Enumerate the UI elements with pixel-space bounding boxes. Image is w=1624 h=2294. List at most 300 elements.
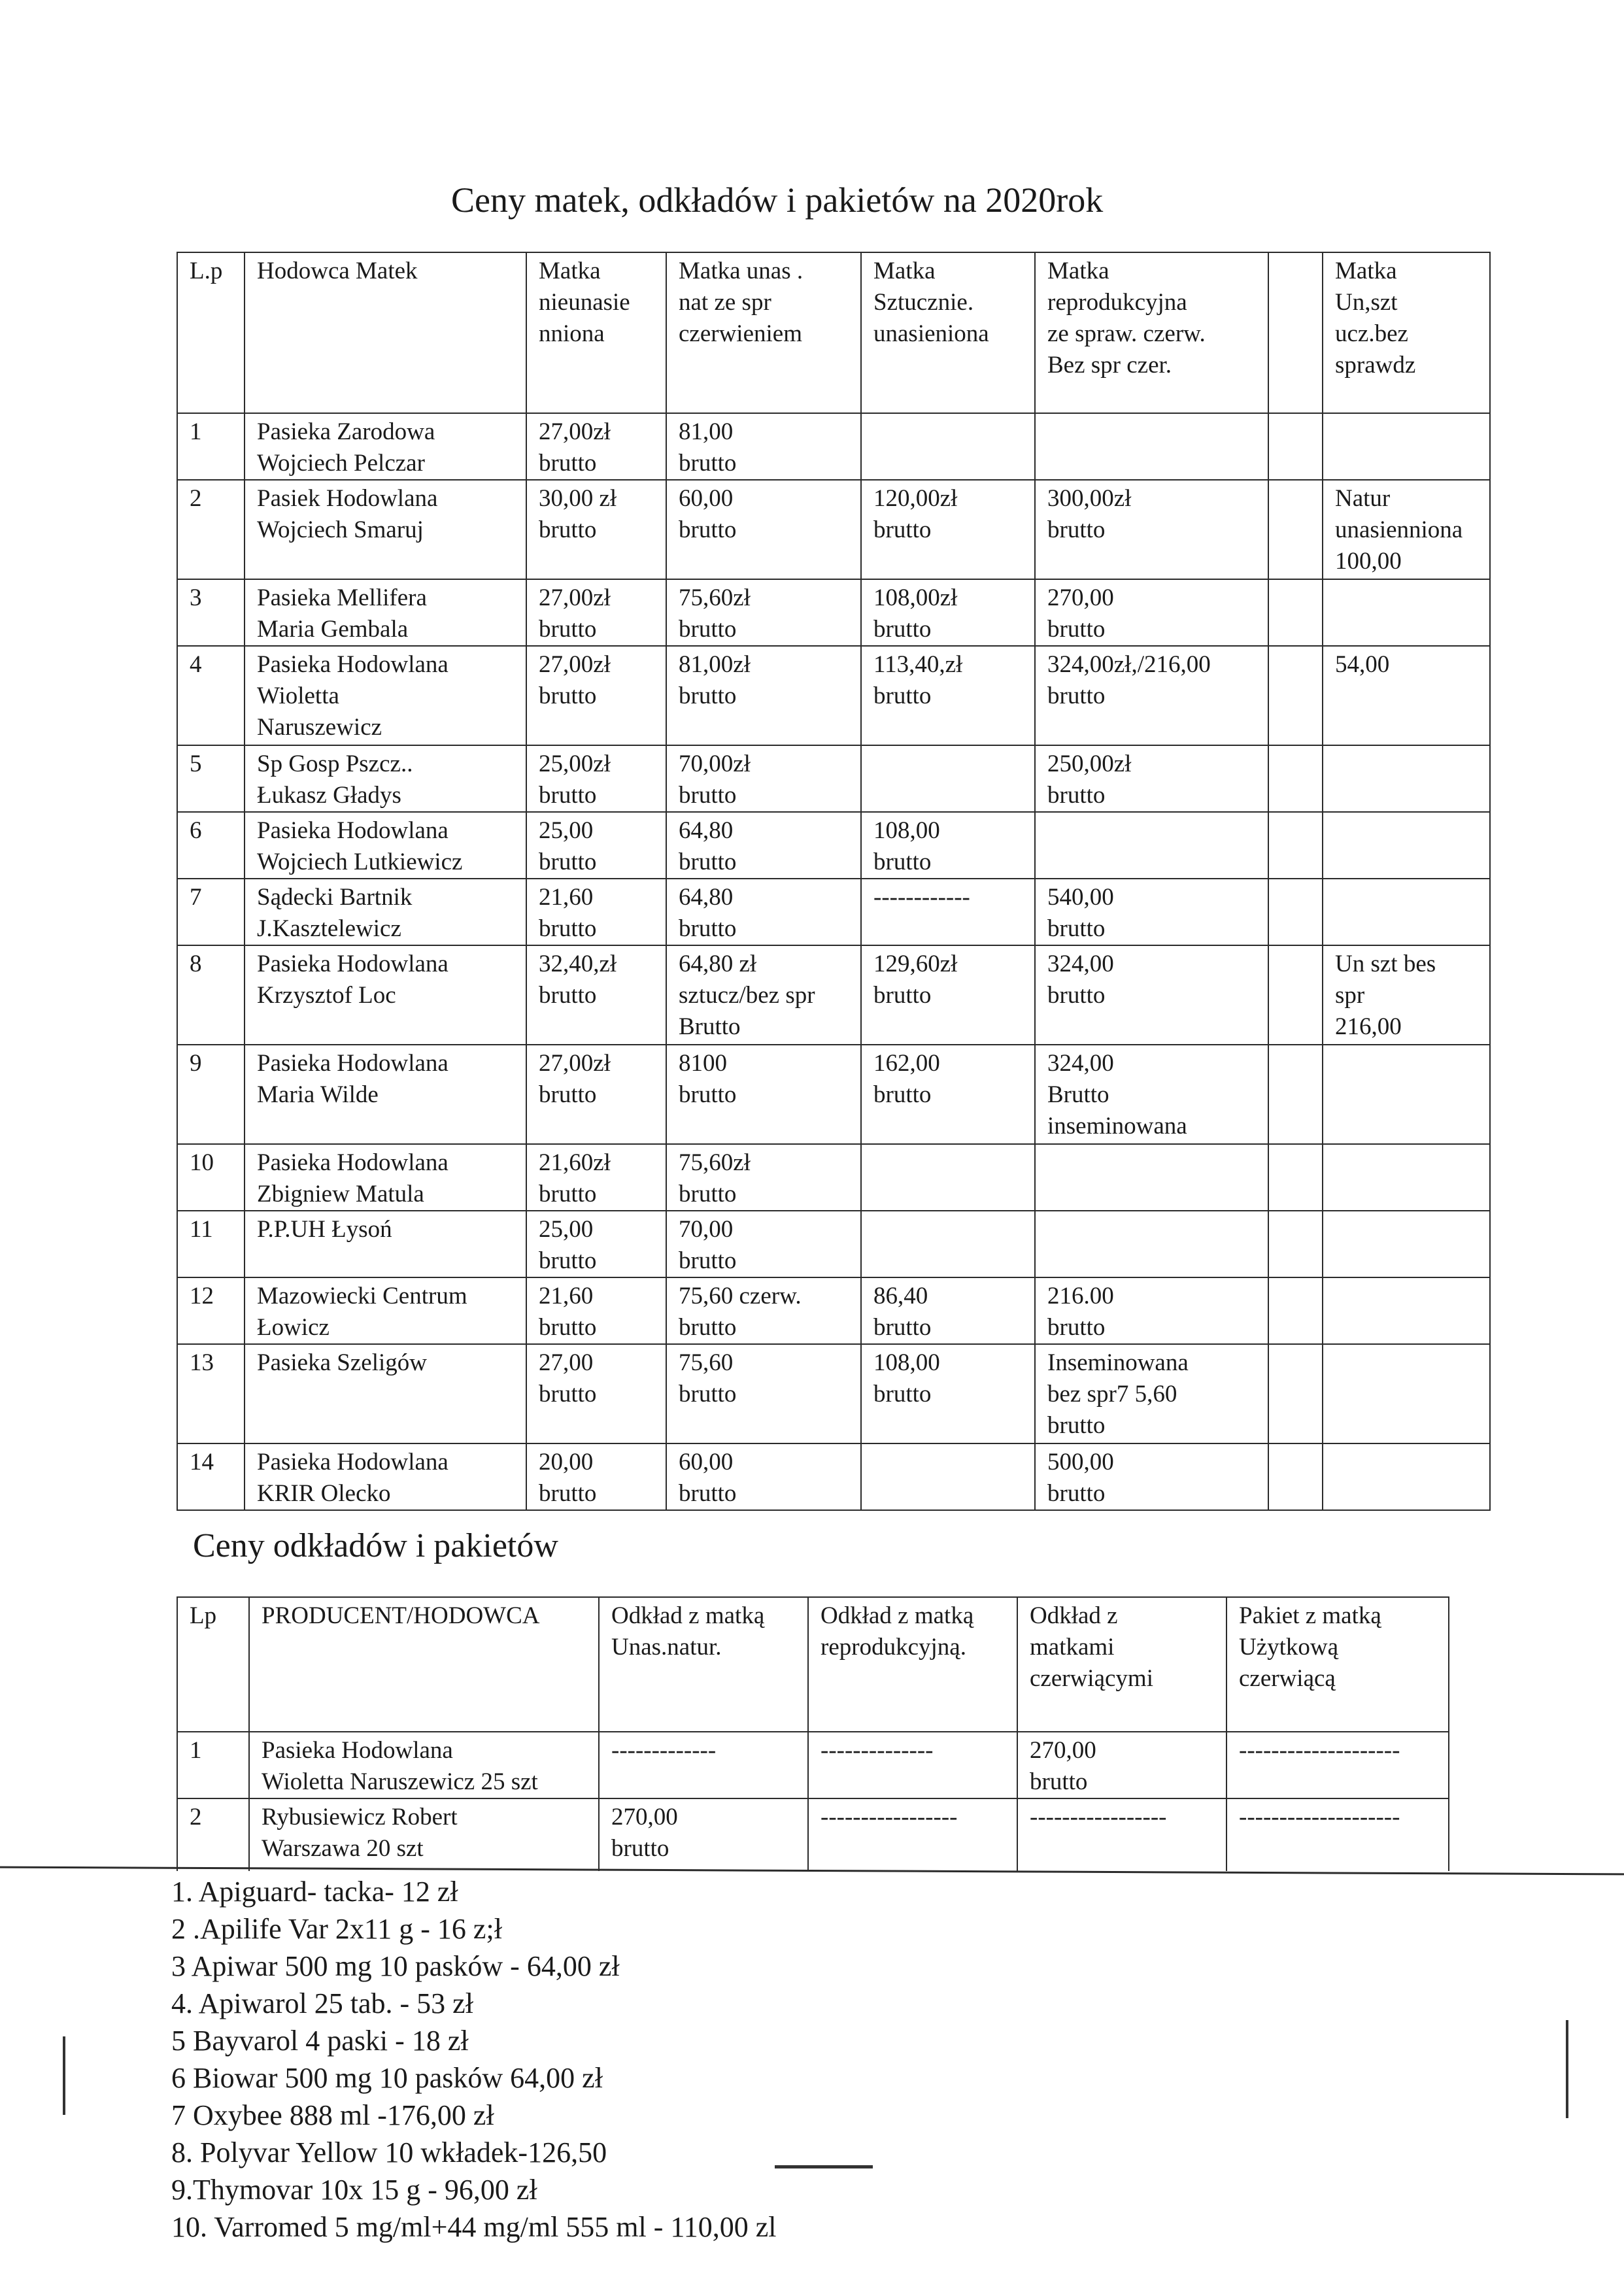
table-cell [526, 879, 666, 945]
cell-line: 25,00 [539, 817, 594, 844]
cell-line: czerwiącą [1239, 1665, 1336, 1692]
cell-line: Sp Gosp Pszcz.. [257, 751, 413, 777]
cell-line: brutto [1047, 915, 1106, 942]
table-cell [808, 1798, 1017, 1874]
cell-line: 108,00 [873, 1349, 940, 1376]
table-cell [1035, 579, 1268, 646]
cell-line: 6 [190, 817, 202, 844]
table-cell [1268, 1211, 1323, 1277]
margin-mark-right [1566, 2020, 1568, 2118]
cell-line: sztucz/bez spr [679, 982, 815, 1009]
table-cell [177, 745, 245, 812]
table-cell [861, 945, 1035, 1045]
cell-line: 70,00 [679, 1216, 734, 1243]
cell-line: brutto [679, 1480, 737, 1507]
cell-line: Pasieka Zarodowa [257, 418, 435, 445]
table-cell [245, 579, 526, 646]
cell-line: 100,00 [1335, 548, 1402, 575]
cell-line: ----------------- [820, 1804, 958, 1830]
cell-line: brutto [539, 1181, 597, 1207]
cell-line: brutto [539, 849, 597, 875]
table-cell [177, 1211, 245, 1277]
table-cell [666, 745, 861, 812]
cell-line: 27,00zł [539, 418, 611, 445]
cell-line: Wojciech Lutkiewicz [257, 849, 463, 875]
cell-line: KRIR Olecko [257, 1480, 391, 1507]
cell-line: Łukasz Gładys [257, 782, 401, 809]
cell-line: Matka [1047, 258, 1109, 284]
cell-line: Un szt bes [1335, 951, 1436, 977]
cell-line: brutto [679, 683, 737, 709]
table-cell [1323, 812, 1490, 879]
cell-line: 120,00zł [873, 485, 958, 512]
table-cell [177, 413, 245, 480]
header-cell [177, 252, 245, 413]
queen-price-table-row [177, 1277, 1490, 1344]
table-cell [861, 413, 1035, 480]
table-cell [177, 1144, 245, 1211]
table-cell [526, 1443, 666, 1510]
table-cell [1035, 1144, 1268, 1211]
cell-line: 270,00 [611, 1804, 678, 1830]
table-cell [861, 745, 1035, 812]
table-cell [1226, 1798, 1449, 1874]
cell-line: brutto [1047, 683, 1106, 709]
table-cell [249, 1732, 599, 1798]
cell-line: matkami [1030, 1634, 1115, 1661]
table-cell [666, 1344, 861, 1443]
table-cell [526, 1045, 666, 1144]
margin-mark-left [63, 2036, 65, 2115]
cell-line: reprodukcyjną. [820, 1634, 966, 1661]
table-cell [1035, 1443, 1268, 1510]
table-cell [666, 579, 861, 646]
cell-line: 324,00zł,/216,00 [1047, 651, 1211, 678]
document-title: Ceny matek, odkładów i pakietów na 2020rok [451, 180, 1104, 220]
cell-line: 25,00 [539, 1216, 594, 1243]
cell-line: 108,00zł [873, 584, 958, 611]
cell-line: 21,60zł [539, 1149, 611, 1176]
cell-line: 32,40,zł [539, 951, 617, 977]
table-cell [1268, 1045, 1323, 1144]
cell-line: 10 [190, 1149, 214, 1176]
cell-line: brutto [679, 616, 737, 643]
treatment-list-item: 8. Polyvar Yellow 10 wkładek-126,50 [171, 2136, 607, 2168]
cell-line: brutto [1047, 1412, 1106, 1439]
cell-line: Matka unas . [679, 258, 804, 284]
cell-line: 21,60 [539, 884, 594, 911]
cell-line: 1 [190, 418, 202, 445]
table-cell [666, 945, 861, 1045]
cell-line: bez spr7 5,60 [1047, 1381, 1177, 1408]
cell-line: 75,60 czerw. [679, 1283, 802, 1309]
cell-line: 12 [190, 1283, 214, 1309]
cell-line: 21,60 [539, 1283, 594, 1309]
treatment-list-item: 1. Apiguard- tacka- 12 zł [171, 1876, 458, 1908]
cell-line: Naruszewicz [257, 714, 382, 741]
cell-line: 60,00 [679, 1449, 734, 1476]
cell-line: Hodowca Matek [257, 258, 418, 284]
cell-line: 75,60zł [679, 584, 751, 611]
table-cell [666, 646, 861, 745]
cell-line: 300,00zł [1047, 485, 1132, 512]
table-cell [666, 1144, 861, 1211]
table-cell [1323, 879, 1490, 945]
cell-line: 250,00zł [1047, 751, 1132, 777]
table-cell [526, 812, 666, 879]
cell-line: nniona [539, 320, 605, 347]
cell-line: 4 [190, 651, 202, 678]
table-cell [177, 945, 245, 1045]
table-cell [1268, 812, 1323, 879]
cell-line: brutto [679, 1381, 737, 1408]
table-cell [808, 1732, 1017, 1798]
table-cell [1035, 745, 1268, 812]
cell-line: Pasieka Szeligów [257, 1349, 427, 1376]
cell-line: Pasieka Hodowlana [257, 651, 448, 678]
cell-line: brutto [873, 1314, 932, 1341]
table-cell [526, 745, 666, 812]
cell-line: czerwieniem [679, 320, 802, 347]
cell-line: 25,00zł [539, 751, 611, 777]
cell-line: brutto [1047, 782, 1106, 809]
cell-line: Odkład z [1030, 1602, 1118, 1629]
table-cell [861, 646, 1035, 745]
cell-line: Użytkową [1239, 1634, 1339, 1661]
cell-line: brutto [679, 1081, 737, 1108]
table-cell [1035, 480, 1268, 579]
cell-line: 13 [190, 1349, 214, 1376]
table-cell [1268, 879, 1323, 945]
cell-line: Pasieka Hodowlana [262, 1737, 453, 1764]
cell-line: 324,00 [1047, 951, 1114, 977]
table-cell [1268, 1144, 1323, 1211]
cell-line: 27,00 [539, 1349, 594, 1376]
cell-line: brutto [1047, 1314, 1106, 1341]
cell-line: 75,60 [679, 1349, 734, 1376]
queen-price-table-row [177, 413, 1490, 480]
header-cell [861, 252, 1035, 413]
table-cell [177, 1344, 245, 1443]
cell-line: 2 [190, 1804, 202, 1830]
cell-line: Krzysztof Loc [257, 982, 396, 1009]
cell-line: brutto [1047, 616, 1106, 643]
splits-packages-table-row [177, 1798, 1449, 1874]
cell-line: brutto [679, 1181, 737, 1207]
table-cell [177, 1045, 245, 1144]
cell-line: 216.00 [1047, 1283, 1114, 1309]
cell-line: sprawdz [1335, 352, 1416, 379]
cell-line: 1 [190, 1737, 202, 1764]
cell-line: 75,60zł [679, 1149, 751, 1176]
table-cell [1035, 879, 1268, 945]
table-cell [526, 413, 666, 480]
cell-line: brutto [873, 683, 932, 709]
table-cell [666, 1277, 861, 1344]
table-cell [861, 1211, 1035, 1277]
table-cell [1017, 1798, 1226, 1874]
cell-line: nieunasie [539, 289, 630, 316]
table-cell [245, 413, 526, 480]
queen-price-table-row [177, 1443, 1490, 1510]
table-cell [861, 579, 1035, 646]
header-cell [1268, 252, 1323, 413]
cell-line: Rybusiewicz Robert [262, 1804, 458, 1830]
table-cell [1323, 1344, 1490, 1443]
treatment-list-item: 4. Apiwarol 25 tab. - 53 zł [171, 1987, 473, 2019]
cell-line: 9 [190, 1050, 202, 1077]
table-cell [1035, 945, 1268, 1045]
cell-line: -------------- [820, 1737, 934, 1764]
treatment-price-list [171, 1873, 777, 2246]
cell-line: brutto [539, 782, 597, 809]
cell-line: brutto [679, 782, 737, 809]
cell-line: 8100 [679, 1050, 727, 1077]
cell-line: brutto [539, 915, 597, 942]
cell-line: 540,00 [1047, 884, 1114, 911]
header-cell [599, 1597, 808, 1732]
cell-line: Zbigniew Matula [257, 1181, 424, 1207]
table-cell [861, 1277, 1035, 1344]
cell-line: 64,80 [679, 817, 734, 844]
cell-line: 324,00 [1047, 1050, 1114, 1077]
table-cell [245, 745, 526, 812]
cell-line: 70,00zł [679, 751, 751, 777]
cell-line: Pakiet z matką [1239, 1602, 1381, 1629]
cell-line: Odkład z matką [820, 1602, 974, 1629]
cell-line: ------------ [873, 884, 970, 911]
cell-line: 81,00zł [679, 651, 751, 678]
cell-line: L.p [190, 258, 223, 284]
cell-line: Odkład z matką [611, 1602, 765, 1629]
table-cell [1268, 480, 1323, 579]
cell-line: brutto [873, 1081, 932, 1108]
cell-line: Unas.natur. [611, 1634, 722, 1661]
table-cell [666, 879, 861, 945]
cell-line: 216,00 [1335, 1013, 1402, 1040]
cell-line: Warszawa 20 szt [262, 1835, 424, 1862]
table-cell [245, 1344, 526, 1443]
cell-line: unasieniona [873, 320, 989, 347]
cell-line: Lp [190, 1602, 217, 1629]
header-cell [808, 1597, 1017, 1732]
queen-price-table-row [177, 745, 1490, 812]
cell-line: czerwiącymi [1030, 1665, 1153, 1692]
table-cell [1035, 812, 1268, 879]
table-cell [245, 1211, 526, 1277]
cell-line: brutto [1047, 1480, 1106, 1507]
table-cell [1035, 413, 1268, 480]
table-cell [1035, 1344, 1268, 1443]
treatment-list-item: 2 .Apilife Var 2x11 g - 16 z;ł [171, 1913, 502, 1945]
table-cell [1323, 413, 1490, 480]
header-cell [1017, 1597, 1226, 1732]
cell-line: ze spraw. czerw. [1047, 320, 1206, 347]
cell-line: 129,60zł [873, 951, 958, 977]
table-cell [177, 579, 245, 646]
cell-line: 14 [190, 1449, 214, 1476]
table-cell [177, 1732, 249, 1798]
treatment-list-item: 6 Biowar 500 mg 10 pasków 64,00 zł [171, 2062, 603, 2094]
cell-line: brutto [873, 516, 932, 543]
table-cell [245, 945, 526, 1045]
cell-line: 64,80 [679, 884, 734, 911]
queen-price-table-row [177, 1045, 1490, 1144]
table-cell [245, 1045, 526, 1144]
cell-line: Sztucznie. [873, 289, 974, 316]
header-cell [1035, 252, 1268, 413]
cell-line: 2 [190, 485, 202, 512]
cell-line: brutto [679, 1314, 737, 1341]
table-cell [526, 646, 666, 745]
table-cell [861, 812, 1035, 879]
table-cell [245, 879, 526, 945]
cell-line: PRODUCENT/HODOWCA [262, 1602, 540, 1629]
cell-line: P.P.UH Łysoń [257, 1216, 392, 1243]
table-cell [1035, 1211, 1268, 1277]
cell-line: brutto [873, 849, 932, 875]
table-cell [861, 480, 1035, 579]
cell-line: Mazowiecki Centrum [257, 1283, 467, 1309]
cell-line: brutto [611, 1835, 669, 1862]
table-cell [526, 1277, 666, 1344]
cell-line: Pasieka Hodowlana [257, 817, 448, 844]
cell-line: Brutto [679, 1013, 741, 1040]
cell-line: 270,00 [1047, 584, 1114, 611]
splits-packages-table [177, 1596, 1449, 1875]
table-cell [177, 879, 245, 945]
cell-line: brutto [679, 915, 737, 942]
cell-line: Bez spr czer. [1047, 352, 1172, 379]
table-cell [861, 879, 1035, 945]
cell-line: brutto [1047, 516, 1106, 543]
cell-line: 64,80 zł [679, 951, 757, 977]
table-cell [1323, 480, 1490, 579]
header-cell [666, 252, 861, 413]
table-cell [245, 1277, 526, 1344]
cell-line: 7 [190, 884, 202, 911]
cell-line: Sądecki Bartnik [257, 884, 413, 911]
cell-line: Brutto [1047, 1081, 1109, 1108]
cell-line: Wojciech Smaruj [257, 516, 424, 543]
table-cell [177, 480, 245, 579]
cell-line: ucz.bez [1335, 320, 1408, 347]
splits-packages-table-row [177, 1732, 1449, 1798]
table-cell [177, 1443, 245, 1510]
cell-line: 162,00 [873, 1050, 940, 1077]
cell-line: Un,szt [1335, 289, 1398, 316]
table-cell [177, 646, 245, 745]
cell-line: 8 [190, 951, 202, 977]
table-cell [177, 812, 245, 879]
table-cell [1268, 1277, 1323, 1344]
cell-line: brutto [539, 683, 597, 709]
table-cell [1323, 1144, 1490, 1211]
cell-line: 3 [190, 584, 202, 611]
cell-line: nat ze spr [679, 289, 771, 316]
table-cell [1268, 745, 1323, 812]
table-cell [1268, 945, 1323, 1045]
cell-line: brutto [539, 616, 597, 643]
table-cell [1017, 1732, 1226, 1798]
treatment-list-item: 7 Oxybee 888 ml -176,00 zł [171, 2099, 494, 2131]
table-cell [249, 1798, 599, 1874]
scribble-mark [775, 2165, 873, 2168]
cell-line: 27,00zł [539, 1050, 611, 1077]
cell-line: brutto [539, 450, 597, 477]
table-cell [666, 1211, 861, 1277]
queen-price-table [177, 252, 1491, 1511]
treatment-list-item: 10. Varromed 5 mg/ml+44 mg/ml 555 ml - 110,00 zl [171, 2211, 777, 2243]
cell-line: Pasieka Hodowlana [257, 1449, 448, 1476]
table-cell [861, 1443, 1035, 1510]
cell-line: -------------------- [1239, 1804, 1400, 1830]
cell-line: 11 [190, 1216, 213, 1243]
table-cell [526, 945, 666, 1045]
cell-line: brutto [679, 450, 737, 477]
cell-line: 20,00 [539, 1449, 594, 1476]
header-cell [245, 252, 526, 413]
table-cell [1268, 413, 1323, 480]
table-cell [245, 646, 526, 745]
table-cell [1268, 646, 1323, 745]
cell-line: brutto [679, 1247, 737, 1274]
cell-line: -------------------- [1239, 1737, 1400, 1764]
cell-line: spr [1335, 982, 1365, 1009]
queen-price-table-row [177, 879, 1490, 945]
cell-line: 27,00zł [539, 584, 611, 611]
table-cell [1268, 1344, 1323, 1443]
section-title-splits-packages: Ceny odkładów i pakietów [193, 1527, 558, 1564]
treatment-list-item: 3 Apiwar 500 mg 10 pasków - 64,00 zł [171, 1950, 620, 1982]
cell-line: Maria Wilde [257, 1081, 379, 1108]
queen-price-table-header-row [177, 252, 1490, 413]
cell-line: Inseminowana [1047, 1349, 1189, 1376]
header-cell [249, 1597, 599, 1732]
cell-line: Wojciech Pelczar [257, 450, 425, 477]
treatment-list-item: 9.Thymovar 10x 15 g - 96,00 zł [171, 2174, 537, 2206]
header-cell [177, 1597, 249, 1732]
cell-line: brutto [539, 982, 597, 1009]
table-cell [245, 812, 526, 879]
header-cell [1226, 1597, 1449, 1732]
cell-line: Matka [1335, 258, 1397, 284]
cell-line: ----------------- [1030, 1804, 1167, 1830]
table-cell [1323, 646, 1490, 745]
table-cell [177, 1277, 245, 1344]
table-cell [666, 1045, 861, 1144]
cell-line: Pasieka Mellifera [257, 584, 427, 611]
cell-line: J.Kasztelewicz [257, 915, 401, 942]
table-cell [1268, 579, 1323, 646]
cell-line: 27,00zł [539, 651, 611, 678]
table-cell [526, 1344, 666, 1443]
cell-line: Pasieka Hodowlana [257, 1149, 448, 1176]
table-cell [526, 480, 666, 579]
cell-line: 270,00 [1030, 1737, 1096, 1764]
cell-line: 5 [190, 751, 202, 777]
table-cell [177, 1798, 249, 1874]
cell-line: brutto [1030, 1768, 1088, 1795]
table-cell [666, 413, 861, 480]
header-cell [1323, 252, 1490, 413]
table-cell [1323, 945, 1490, 1045]
table-cell [526, 1144, 666, 1211]
cell-line: brutto [873, 982, 932, 1009]
cell-line: brutto [539, 1081, 597, 1108]
queen-price-table-row [177, 1344, 1490, 1443]
table-cell [1323, 745, 1490, 812]
